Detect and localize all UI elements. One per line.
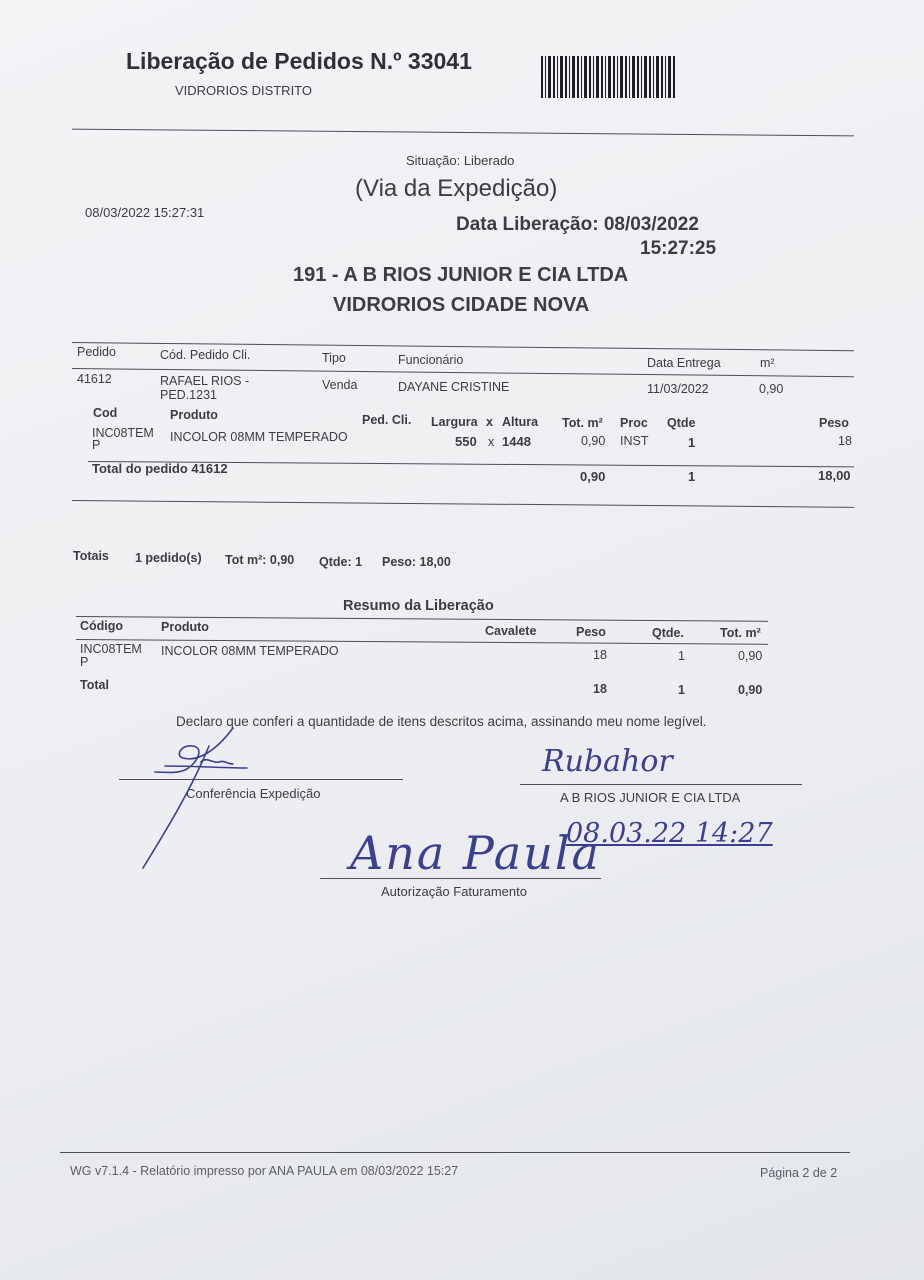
summary-total-peso: 18 (593, 682, 607, 696)
order-delivery-date: 11/03/2022 (647, 382, 709, 396)
item-height: 1448 (502, 434, 531, 449)
item-qtde: 1 (688, 435, 696, 450)
item-product: INCOLOR 08MM TEMPERADO (170, 430, 348, 444)
release-date: Data Liberação: 08/03/2022 (456, 214, 699, 235)
item-col-largura: Largura (431, 415, 478, 429)
item-width: 550 (455, 434, 477, 449)
summary-total-label: Total (80, 678, 109, 692)
col-pedido: Pedido (77, 345, 116, 359)
col-m2: m² (760, 356, 775, 370)
item-col-tot-m2: Tot. m² (562, 416, 603, 430)
item-col-ped-cli: Ped. Cli. (362, 413, 412, 427)
col-cod-pedido-cli: Cód. Pedido Cli. (160, 348, 251, 362)
signature-label-autorizacao: Autorização Faturamento (381, 884, 527, 899)
client-order-code-cont: PED.1231 (160, 388, 217, 402)
declaration-text: Declaro que conferi a quantidade de itens descritos acima, assinando meu nome legível. (176, 714, 707, 729)
totals-peso: Peso: 18,00 (382, 555, 451, 569)
order-m2: 0,90 (759, 382, 784, 396)
summary-row-tot-m2: 0,90 (738, 649, 763, 663)
col-tipo: Tipo (322, 351, 346, 365)
item-code: INC08TEM (92, 426, 154, 440)
item-col-proc: Proc (620, 416, 648, 430)
order-type: Venda (322, 378, 358, 392)
item-code-cont: P (92, 438, 101, 452)
barcode (541, 56, 677, 98)
client-order-code: RAFAEL RIOS - (160, 374, 250, 388)
summary-title: Resumo da Liberação (343, 598, 494, 614)
summary-row-code-cont: P (80, 655, 89, 669)
print-datetime: 08/03/2022 15:27:31 (85, 205, 205, 220)
summary-total-tot-m2: 0,90 (738, 683, 763, 697)
totals-m2: Tot m²: 0,90 (225, 553, 295, 567)
item-col-x: x (486, 415, 493, 429)
client-name: 191 - A B RIOS JUNIOR E CIA LTDA (293, 264, 629, 286)
totals-qtde: Qtde: 1 (319, 555, 363, 569)
col-funcionario: Funcionário (398, 353, 464, 367)
order-total-qtde: 1 (688, 469, 696, 484)
summary-col-qtde: Qtde. (652, 626, 684, 640)
conferencia-signature (135, 722, 265, 872)
order-bottom-rule (72, 500, 854, 508)
order-total-peso: 18,00 (818, 468, 851, 483)
summary-col-peso: Peso (576, 625, 606, 639)
release-time: 15:27:25 (640, 238, 717, 259)
signature-line-client (520, 784, 802, 785)
page-number: Página 2 de 2 (760, 1166, 838, 1180)
client-branch: VIDRORIOS CIDADE NOVA (333, 294, 590, 316)
item-col-qtde: Qtde (667, 416, 696, 430)
handwritten-datetime: 08.03.22 14:27 (566, 818, 773, 849)
signature-label-conferencia: Conferência Expedição (186, 786, 321, 801)
item-col-produto: Produto (170, 408, 218, 422)
col-data-entrega: Data Entrega (647, 356, 721, 370)
footer-printed-by: WG v7.1.4 - Relatório impresso por ANA PAULA em 08/03/2022 15:27 (70, 1164, 459, 1178)
summary-row-qtde: 1 (678, 649, 685, 663)
item-x: x (488, 435, 495, 449)
order-total-m2: 0,90 (580, 469, 606, 484)
summary-row-code: INC08TEM (80, 642, 142, 656)
item-col-cod: Cod (93, 406, 118, 420)
document-title: Liberação de Pedidos N.º 33041 (126, 48, 472, 74)
item-col-altura: Altura (502, 415, 539, 429)
footer-rule (60, 1152, 850, 1153)
totals-label: Totais (73, 549, 109, 563)
item-tot-m2: 0,90 (581, 434, 606, 448)
autorizacao-signature: Ana Paula (350, 826, 601, 880)
summary-col-tot-m2: Tot. m² (720, 626, 761, 640)
totals-pedidos: 1 pedido(s) (135, 551, 202, 565)
summary-col-cavalete: Cavalete (485, 624, 537, 638)
header-divider (72, 129, 854, 137)
copy-label: (Via da Expedição) (355, 175, 558, 202)
summary-row-peso: 18 (593, 648, 607, 662)
item-peso: 18 (838, 434, 852, 448)
order-total-label: Total do pedido 41612 (92, 461, 228, 476)
client-signature: Rubahor (542, 744, 673, 779)
summary-row-product: INCOLOR 08MM TEMPERADO (161, 644, 339, 658)
order-employee: DAYANE CRISTINE (398, 380, 510, 394)
item-proc: INST (620, 434, 649, 448)
summary-col-codigo: Código (80, 619, 124, 633)
issuer-company: VIDRORIOS DISTRITO (175, 83, 312, 98)
order-number: 41612 (77, 372, 112, 386)
situation-status: Situação: Liberado (406, 153, 515, 168)
item-col-peso: Peso (819, 416, 849, 430)
summary-col-produto: Produto (161, 620, 209, 634)
summary-total-qtde: 1 (678, 683, 685, 697)
signature-label-client: A B RIOS JUNIOR E CIA LTDA (560, 790, 741, 805)
